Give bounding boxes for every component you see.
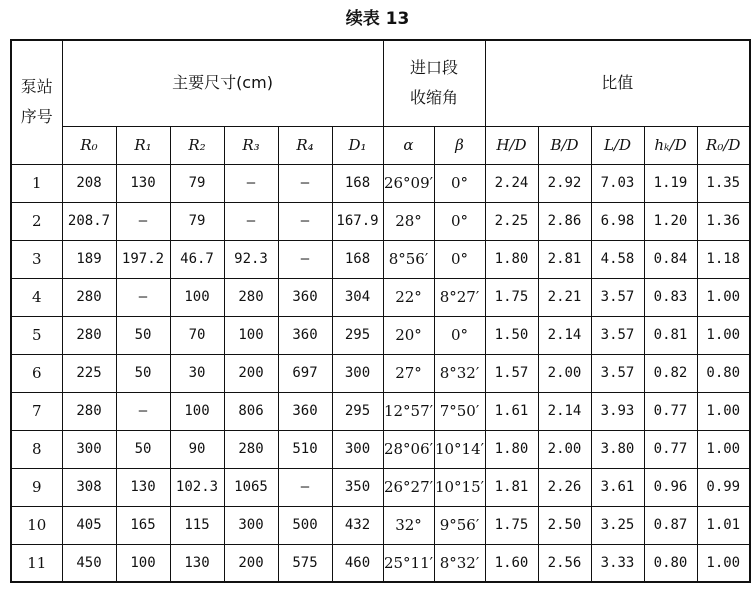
cell-r0-d: 1.00 [697, 430, 750, 468]
cell-l-d: 3.57 [591, 278, 644, 316]
cell-d1: 304 [332, 278, 383, 316]
cell-h-d: 2.25 [485, 202, 538, 240]
cell-r1: — [116, 202, 170, 240]
cell-station: 8 [11, 430, 62, 468]
cell-hk-d: 0.77 [644, 430, 697, 468]
cell-alpha: 26°27′ [383, 468, 434, 506]
table-row [11, 164, 750, 202]
cell-h-d: 1.60 [485, 544, 538, 582]
cell-r0: 280 [62, 278, 116, 316]
cell-r4: — [278, 202, 332, 240]
cell-b-d: 2.00 [538, 430, 591, 468]
cell-h-d: 1.80 [485, 240, 538, 278]
cell-r0-d: 1.01 [697, 506, 750, 544]
cell-r0: 308 [62, 468, 116, 506]
subheader-r2: R₂ [170, 126, 224, 164]
cell-r2: 79 [170, 202, 224, 240]
header-inlet-angle [383, 40, 485, 126]
cell-alpha: 27° [383, 354, 434, 392]
header-ratios-text: 比值 [601, 73, 634, 93]
subheader-row [11, 126, 750, 164]
cell-r0: 280 [62, 316, 116, 354]
cell-r3: 1065 [224, 468, 278, 506]
subheader-l-d: L/D [591, 126, 644, 164]
cell-l-d: 3.57 [591, 354, 644, 392]
header-main-dims-text: 主要尺寸(cm) [172, 73, 273, 93]
header-main-dims [62, 40, 383, 126]
cell-h-d: 1.80 [485, 430, 538, 468]
cell-r0-d: 1.36 [697, 202, 750, 240]
table-row [11, 354, 750, 392]
table-row [11, 240, 750, 278]
header-inlet-angle-text: 进口段 收缩角 [409, 58, 458, 108]
cell-hk-d: 1.19 [644, 164, 697, 202]
subheader-r0-d: R₀/D [697, 126, 750, 164]
cell-alpha: 12°57′ [383, 392, 434, 430]
cell-beta: 8°27′ [434, 278, 485, 316]
cell-r3: 200 [224, 354, 278, 392]
cell-r1: 50 [116, 316, 170, 354]
cell-beta: 0° [434, 164, 485, 202]
cell-r3: 806 [224, 392, 278, 430]
cell-b-d: 2.86 [538, 202, 591, 240]
cell-r1: 50 [116, 430, 170, 468]
cell-l-d: 3.61 [591, 468, 644, 506]
cell-hk-d: 0.87 [644, 506, 697, 544]
cell-d1: 300 [332, 430, 383, 468]
cell-station: 5 [11, 316, 62, 354]
subheader-r3: R₃ [224, 126, 278, 164]
cell-r1: 130 [116, 468, 170, 506]
cell-r4: — [278, 240, 332, 278]
header-station [11, 40, 62, 164]
cell-r4: 360 [278, 392, 332, 430]
cell-r0: 208 [62, 164, 116, 202]
cell-h-d: 1.57 [485, 354, 538, 392]
cell-station: 10 [11, 506, 62, 544]
cell-station: 9 [11, 468, 62, 506]
subheader-h-d: H/D [485, 126, 538, 164]
cell-hk-d: 0.84 [644, 240, 697, 278]
cell-beta: 0° [434, 202, 485, 240]
cell-l-d: 7.03 [591, 164, 644, 202]
cell-hk-d: 0.96 [644, 468, 697, 506]
cell-r0-d: 0.80 [697, 354, 750, 392]
cell-r2: 100 [170, 392, 224, 430]
cell-r0-d: 1.35 [697, 164, 750, 202]
cell-station: 3 [11, 240, 62, 278]
cell-b-d: 2.21 [538, 278, 591, 316]
cell-l-d: 4.58 [591, 240, 644, 278]
cell-h-d: 1.81 [485, 468, 538, 506]
subheader-r1: R₁ [116, 126, 170, 164]
cell-r1: 100 [116, 544, 170, 582]
subheader-alpha: α [383, 126, 434, 164]
cell-r1: 130 [116, 164, 170, 202]
table-row [11, 202, 750, 240]
cell-r4: 500 [278, 506, 332, 544]
cell-b-d: 2.14 [538, 392, 591, 430]
cell-d1: 167.9 [332, 202, 383, 240]
cell-beta: 7°50′ [434, 392, 485, 430]
cell-station: 2 [11, 202, 62, 240]
cell-r2: 100 [170, 278, 224, 316]
cell-hk-d: 1.20 [644, 202, 697, 240]
cell-r0: 450 [62, 544, 116, 582]
cell-alpha: 28°06′ [383, 430, 434, 468]
cell-r0: 280 [62, 392, 116, 430]
cell-r2: 46.7 [170, 240, 224, 278]
cell-beta: 0° [434, 240, 485, 278]
cell-b-d: 2.81 [538, 240, 591, 278]
cell-r1: 197.2 [116, 240, 170, 278]
cell-alpha: 20° [383, 316, 434, 354]
cell-r2: 90 [170, 430, 224, 468]
cell-r0-d: 1.00 [697, 316, 750, 354]
subheader-d1: D₁ [332, 126, 383, 164]
subheader-hk-d: hₖ/D [644, 126, 697, 164]
cell-hk-d: 0.82 [644, 354, 697, 392]
cell-hk-d: 0.83 [644, 278, 697, 316]
cell-r1: 50 [116, 354, 170, 392]
table-row [11, 506, 750, 544]
cell-d1: 300 [332, 354, 383, 392]
cell-r3: 280 [224, 278, 278, 316]
table-row [11, 468, 750, 506]
cell-r2: 102.3 [170, 468, 224, 506]
cell-alpha: 28° [383, 202, 434, 240]
cell-r0-d: 1.00 [697, 392, 750, 430]
cell-r2: 115 [170, 506, 224, 544]
cell-d1: 460 [332, 544, 383, 582]
table-row [11, 430, 750, 468]
cell-r3: 280 [224, 430, 278, 468]
header-ratios [485, 40, 750, 126]
table-title: 续表 13 [345, 9, 410, 29]
table-row [11, 316, 750, 354]
cell-r4: 575 [278, 544, 332, 582]
cell-l-d: 6.98 [591, 202, 644, 240]
cell-r1: — [116, 392, 170, 430]
cell-station: 1 [11, 164, 62, 202]
cell-beta: 10°14′ [434, 430, 485, 468]
cell-r3: 100 [224, 316, 278, 354]
cell-l-d: 3.33 [591, 544, 644, 582]
subheader-b-d: B/D [538, 126, 591, 164]
subheader-beta: β [434, 126, 485, 164]
cell-r0: 225 [62, 354, 116, 392]
cell-r0: 300 [62, 430, 116, 468]
cell-beta: 9°56′ [434, 506, 485, 544]
cell-d1: 168 [332, 164, 383, 202]
cell-r2: 130 [170, 544, 224, 582]
subheader-r0: R₀ [62, 126, 116, 164]
table-row [11, 544, 750, 582]
cell-d1: 432 [332, 506, 383, 544]
cell-beta: 0° [434, 316, 485, 354]
cell-r0-d: 0.99 [697, 468, 750, 506]
cell-r3: 92.3 [224, 240, 278, 278]
cell-hk-d: 0.81 [644, 316, 697, 354]
cell-r0-d: 1.18 [697, 240, 750, 278]
cell-r2: 30 [170, 354, 224, 392]
cell-alpha: 26°09′ [383, 164, 434, 202]
cell-r3: — [224, 202, 278, 240]
cell-r2: 79 [170, 164, 224, 202]
cell-d1: 168 [332, 240, 383, 278]
cell-alpha: 8°56′ [383, 240, 434, 278]
cell-h-d: 1.61 [485, 392, 538, 430]
cell-d1: 295 [332, 316, 383, 354]
cell-r0-d: 1.00 [697, 278, 750, 316]
header-row [11, 40, 750, 126]
cell-alpha: 25°11′ [383, 544, 434, 582]
cell-hk-d: 0.77 [644, 392, 697, 430]
cell-beta: 8°32′ [434, 354, 485, 392]
cell-h-d: 2.24 [485, 164, 538, 202]
cell-r4: — [278, 468, 332, 506]
table-row [11, 392, 750, 430]
cell-h-d: 1.50 [485, 316, 538, 354]
subheader-r4: R₄ [278, 126, 332, 164]
cell-l-d: 3.57 [591, 316, 644, 354]
cell-r4: 360 [278, 316, 332, 354]
cell-r1: — [116, 278, 170, 316]
cell-b-d: 2.56 [538, 544, 591, 582]
cell-r0: 189 [62, 240, 116, 278]
cell-r3: — [224, 164, 278, 202]
table-row [11, 278, 750, 316]
cell-r4: 510 [278, 430, 332, 468]
cell-alpha: 32° [383, 506, 434, 544]
cell-r4: 360 [278, 278, 332, 316]
cell-station: 6 [11, 354, 62, 392]
cell-b-d: 2.50 [538, 506, 591, 544]
cell-l-d: 3.25 [591, 506, 644, 544]
cell-d1: 295 [332, 392, 383, 430]
cell-r1: 165 [116, 506, 170, 544]
cell-l-d: 3.80 [591, 430, 644, 468]
cell-h-d: 1.75 [485, 506, 538, 544]
cell-r3: 300 [224, 506, 278, 544]
cell-beta: 8°32′ [434, 544, 485, 582]
cell-h-d: 1.75 [485, 278, 538, 316]
cell-d1: 350 [332, 468, 383, 506]
cell-station: 11 [11, 544, 62, 582]
cell-b-d: 2.00 [538, 354, 591, 392]
cell-r0: 405 [62, 506, 116, 544]
cell-l-d: 3.93 [591, 392, 644, 430]
cell-b-d: 2.14 [538, 316, 591, 354]
cell-r0-d: 1.00 [697, 544, 750, 582]
cell-hk-d: 0.80 [644, 544, 697, 582]
cell-r4: — [278, 164, 332, 202]
cell-beta: 10°15′ [434, 468, 485, 506]
cell-r3: 200 [224, 544, 278, 582]
header-station-text: 泵站 序号 [20, 77, 53, 127]
cell-station: 7 [11, 392, 62, 430]
cell-b-d: 2.26 [538, 468, 591, 506]
cell-r0: 208.7 [62, 202, 116, 240]
cell-station: 4 [11, 278, 62, 316]
cell-alpha: 22° [383, 278, 434, 316]
data-table [10, 39, 751, 583]
cell-b-d: 2.92 [538, 164, 591, 202]
cell-r4: 697 [278, 354, 332, 392]
cell-r2: 70 [170, 316, 224, 354]
